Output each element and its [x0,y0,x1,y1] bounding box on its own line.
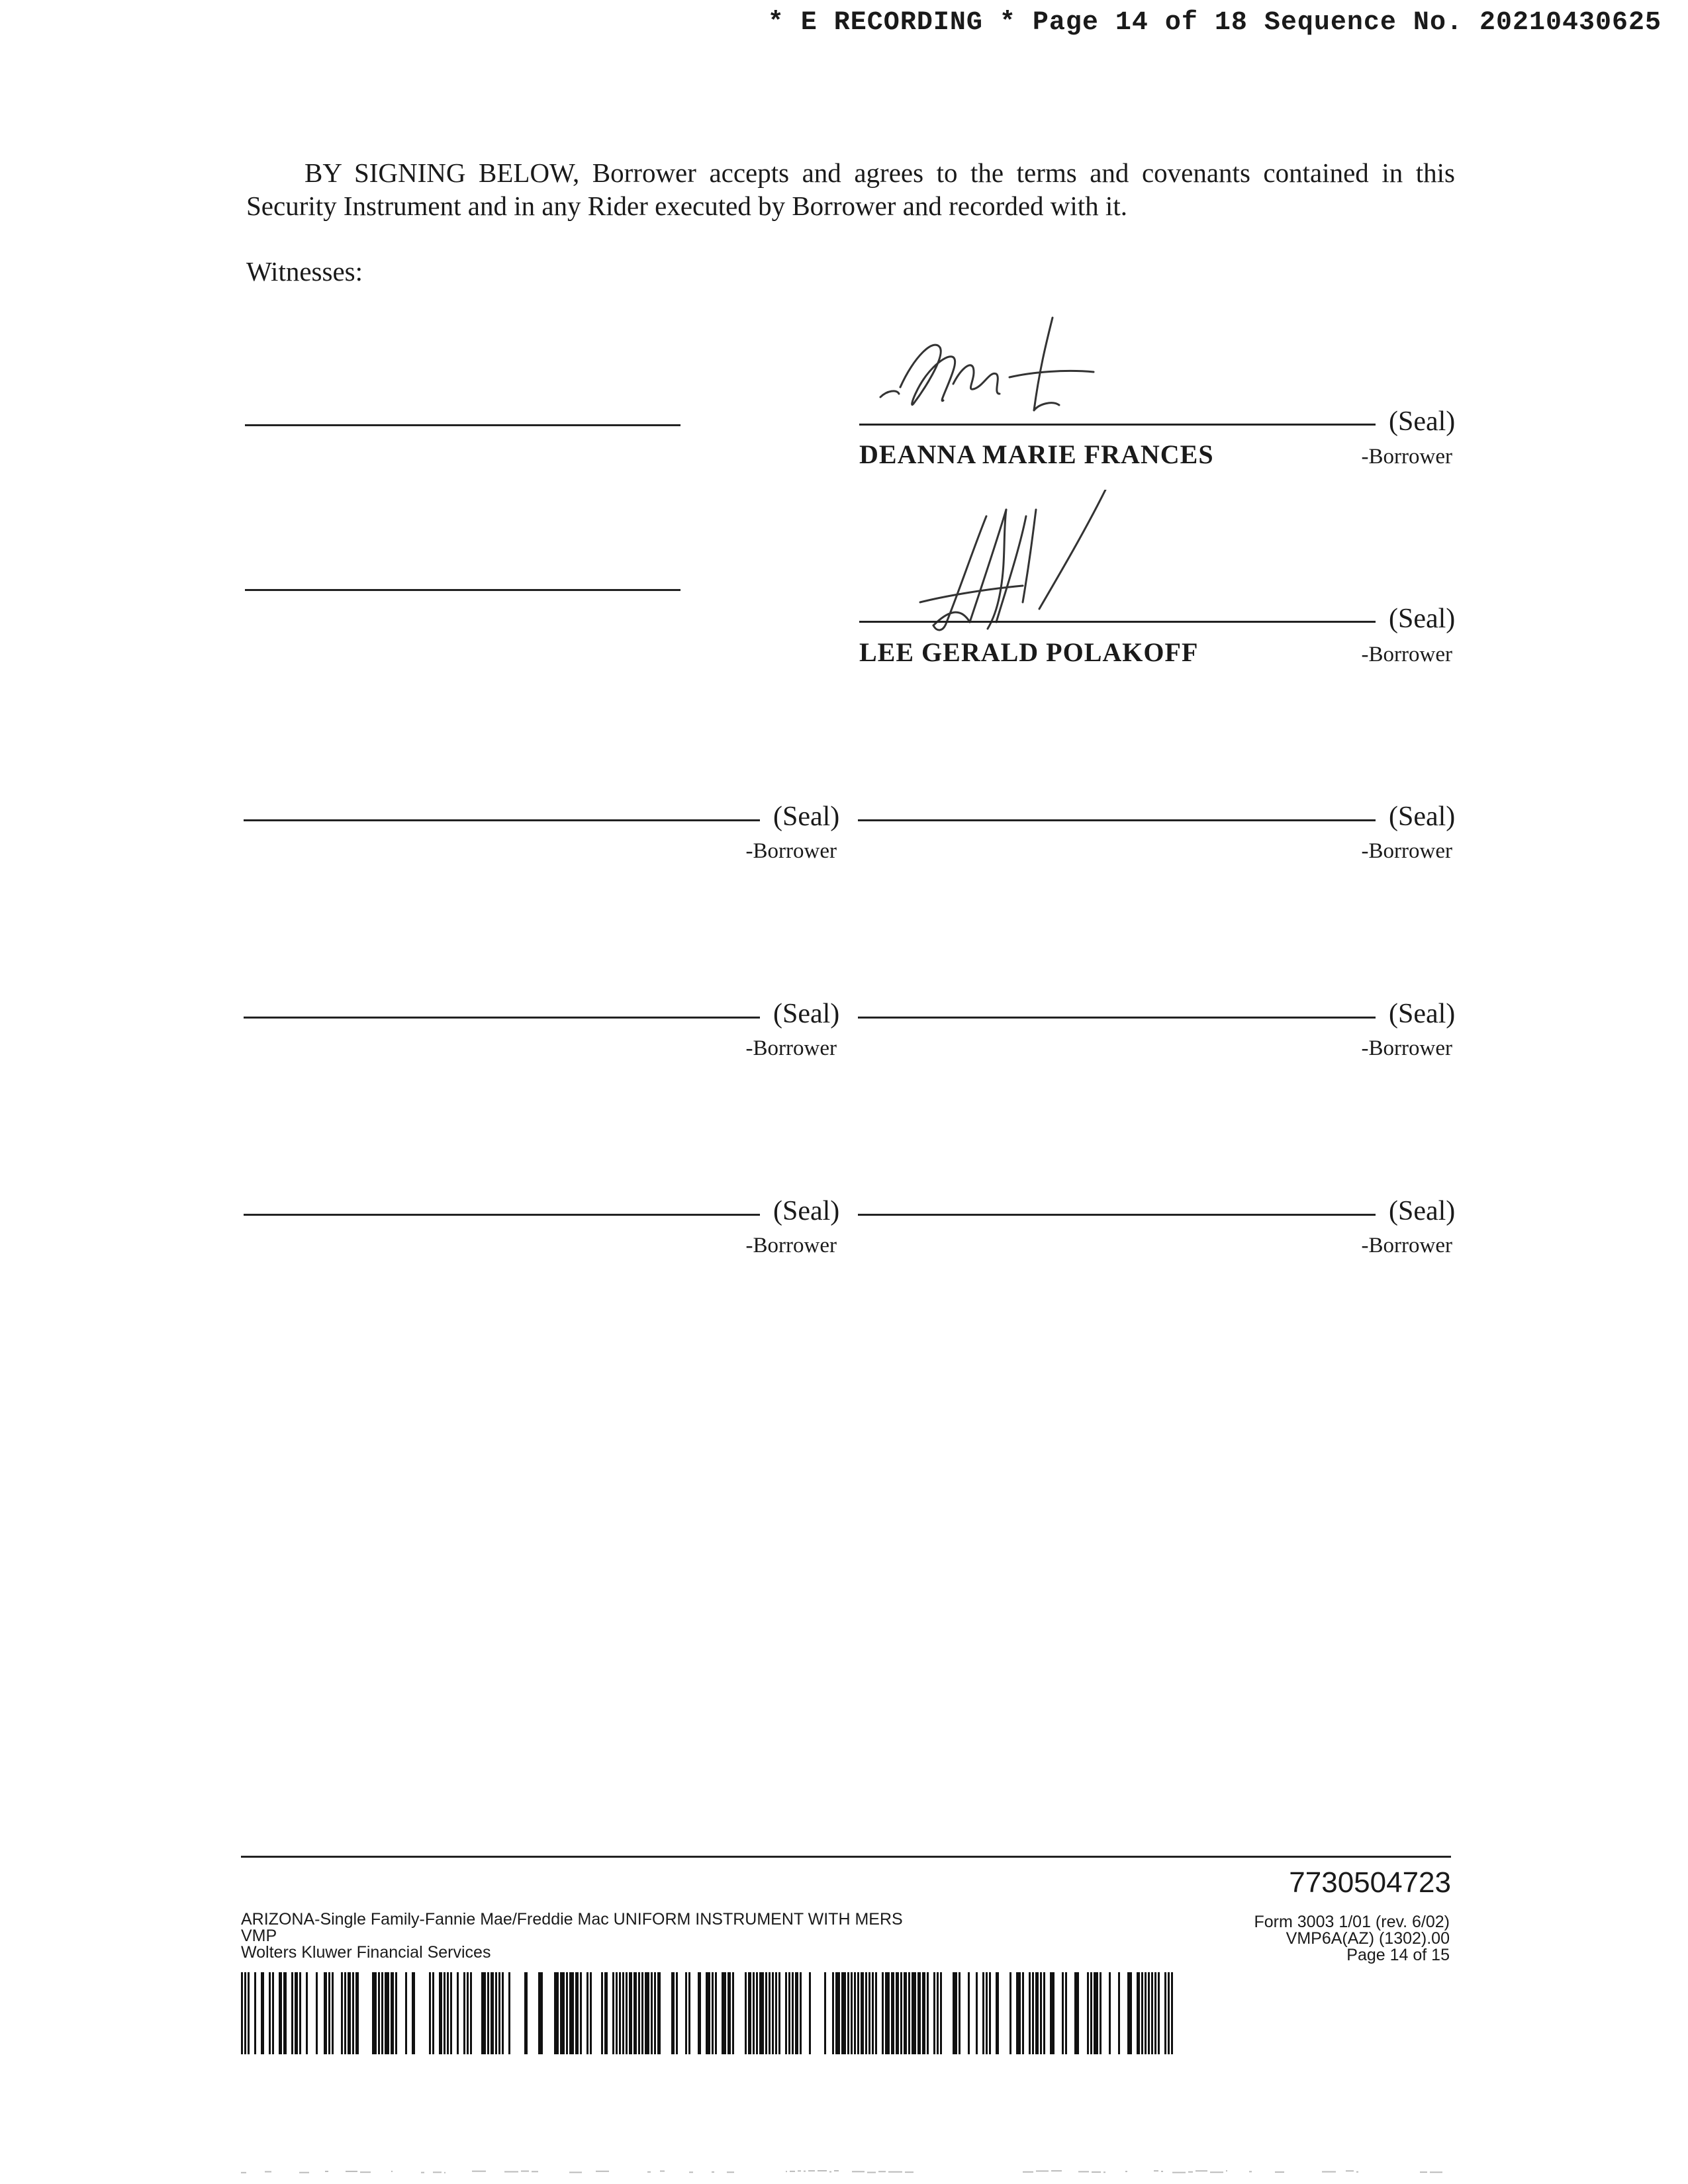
barcode-bar [937,1972,939,2054]
barcode-bar [1137,1972,1140,2054]
barcode-bar [940,1972,942,2054]
barcode-bar [1074,1972,1079,2054]
barcode-bar [917,1972,921,2054]
scan-speck [1346,2170,1354,2171]
barcode-bar [908,1972,910,2054]
borrower-signature-line-2 [859,621,1376,623]
scan-speck [1188,2171,1193,2173]
barcode-bar [788,1972,790,2054]
barcode-bar [381,1972,383,2054]
signer-name-1: DEANNA MARIE FRANCES [859,439,1214,469]
barcode-bar [1094,1972,1098,2054]
barcode-bar [306,1972,308,2054]
barcode-bar [491,1972,494,2054]
form-publisher: Wolters Kluwer Financial Services [241,1943,491,1962]
barcode-bar [261,1972,264,2054]
barcode-bar [1171,1972,1173,2054]
barcode-bar [835,1972,840,2054]
barcode-bar [1029,1972,1031,2054]
scan-speck [852,2171,865,2172]
barcode-bar [626,1972,628,2054]
barcode-bar [671,1972,675,2054]
scan-speck [265,2171,271,2172]
scan-speck [1322,2171,1336,2173]
scan-speck [1161,2171,1163,2172]
barcode-bar [922,1972,925,2054]
scan-speck [712,2171,714,2173]
barcode-bar [706,1972,710,2054]
signer-name-2: LEE GERALD POLAKOFF [859,637,1199,667]
barcode-bar [772,1972,774,2054]
barcode-bar [953,1972,957,2054]
barcode-bar [927,1972,929,2054]
barcode-bar [378,1972,380,2054]
barcode-bar [299,1972,301,2054]
barcode-bar [904,1972,907,2054]
form-identifiers [1125,1914,1450,1964]
barcode-bar [538,1972,543,2054]
barcode-bar [698,1972,701,2054]
scan-speck [391,2171,393,2172]
scan-speck [786,2171,787,2172]
barcode-bar [487,1972,489,2054]
barcode-bar [348,1972,351,2054]
barcode-bar [775,1972,777,2054]
barcode-bar [651,1972,653,2054]
barcode-bar [254,1972,256,2054]
borrower-role-4: -Borrower [1361,839,1452,863]
barcode-bar [785,1972,787,2054]
barcode-bar [809,1972,811,2054]
witnesses-label: Witnesses: [246,256,363,287]
intro-text: BY SIGNING BELOW, Borrower accepts and agrees to the terms and covenants contained in this Security Instrument and in any Rider executed by Borrower and recorded with it. [246,158,1455,221]
signature-intro-paragraph [246,156,1455,222]
barcode-bar [753,1972,755,2054]
barcode-bar [450,1972,452,2054]
barcode-bar [612,1972,614,2054]
barcode-bar [248,1972,250,2054]
scan-speck [360,2171,371,2173]
barcode-bar [989,1972,991,2054]
seal-label-2: (Seal) [1389,604,1456,634]
scan-speck [1356,2171,1358,2173]
barcode-bar [586,1972,588,2054]
barcode-bar [341,1972,343,2054]
form-description [241,1911,903,1961]
barcode-bar [759,1972,764,2054]
barcode-bar [1065,1972,1067,2054]
barcode-bar [1022,1972,1024,2054]
barcode-bar [976,1972,978,2054]
barcode-bar [986,1972,988,2054]
barcode-bar [900,1972,902,2054]
barcode-bar [996,1972,999,2054]
barcode-bar [279,1972,282,2054]
barcode-bar [857,1972,859,2054]
scan-speck [299,2172,309,2173]
barcode-bar [444,1972,445,2054]
barcode-bar [715,1972,717,2054]
borrower-signature-line-6 [858,1017,1376,1019]
borrower-role-7: -Borrower [745,1234,837,1257]
scan-speck [867,2172,876,2173]
barcode-bar [968,1972,970,2054]
borrower-role-2: -Borrower [1361,643,1452,666]
seal-label-1: (Seal) [1389,406,1456,437]
form-code: VMP6A(AZ) (1302).00 [1286,1929,1450,1948]
barcode-bar [795,1972,798,2054]
barcode-bar [872,1972,874,2054]
barcode-bar [645,1972,649,2054]
barcode-bar [982,1972,984,2054]
borrower-signature-line-5 [244,1017,760,1019]
scan-speck [444,2172,445,2173]
barcode-bar [1062,1972,1064,2054]
barcode-bar [604,1972,608,2054]
scan-speck [1226,2170,1227,2171]
barcode-bar [727,1972,731,2054]
scan-speck [1103,2171,1105,2173]
scan-speck [241,2172,246,2173]
barcode-bar [328,1972,330,2054]
barcode-bar [272,1972,274,2054]
scan-speck [1430,2171,1442,2173]
barcode-bar [447,1972,449,2054]
scan-speck [905,2171,914,2173]
barcode-bar [861,1972,864,2054]
seal-label-3: (Seal) [773,801,840,832]
scan-speck [1249,2171,1252,2172]
barcode-bar [865,1972,867,2054]
barcode-bar [269,1972,271,2054]
barcode-bar [1090,1972,1092,2054]
barcode-bar [495,1972,497,2054]
scan-speck [818,2170,827,2171]
barcode-bar [629,1972,632,2054]
barcode-bar [502,1972,504,2054]
barcode-bar [372,1972,377,2054]
barcode-bar [1032,1972,1034,2054]
seal-label-6: (Seal) [1389,999,1456,1029]
scan-speck [1275,2171,1284,2173]
barcode-bar [832,1972,834,2054]
barcode-bar [385,1972,389,2054]
barcode-bar [352,1972,354,2054]
barcode-bar [1145,1972,1147,2054]
barcode-bar [467,1972,469,2054]
scan-speck [596,2171,609,2172]
seal-label-4: (Seal) [1389,801,1456,832]
scan-speck [727,2171,734,2173]
barcode-bar [1158,1972,1160,2054]
barcode-bar [1009,1972,1011,2054]
scan-speck [790,2171,795,2172]
barcode-bar [959,1972,961,2054]
barcode-bar [778,1972,780,2054]
barcode-bar [283,1972,287,2054]
scan-speck [1125,2171,1127,2172]
scan-speck [1420,2171,1427,2173]
borrower-signature-line-7 [244,1214,760,1216]
barcode-bar [395,1972,397,2054]
barcode-bar [868,1972,870,2054]
barcode-bar [748,1972,751,2054]
barcode-bar [1164,1972,1166,2054]
scan-speck [660,2171,665,2172]
barcode-bar [633,1972,637,2054]
barcode-bar [332,1972,334,2054]
barcode-bar [769,1972,771,2054]
borrower-signature-line-8 [858,1214,1376,1216]
witness-signature-line-1 [245,424,680,426]
scan-speck [1036,2170,1049,2171]
barcode-bar [1100,1972,1102,2054]
barcode-bar [324,1972,327,2054]
borrower-signature-line-3 [244,819,760,821]
barcode-bar [732,1972,734,2054]
barcode-bar [875,1972,877,2054]
barcode-bar [745,1972,747,2054]
scan-speck [829,2171,831,2173]
seal-label-7: (Seal) [773,1196,840,1226]
seal-label-8: (Seal) [1389,1196,1456,1226]
barcode-bar [316,1972,318,2054]
barcode-bar [244,1972,246,2054]
barcode-bar [765,1972,767,2054]
seal-label-5: (Seal) [773,999,840,1029]
barcode-bar [569,1972,574,2054]
barcode-bar [622,1972,624,2054]
barcode-bar [1118,1972,1120,2054]
barcode-bar [470,1972,472,2054]
barcode-bar [688,1972,690,2054]
barcode-bar [654,1972,656,2054]
signature-1-handwriting [861,311,1112,424]
scan-speck [569,2171,582,2173]
barcode-bar [524,1972,528,2054]
barcode-bar [439,1972,442,2054]
scan-speck [346,2171,357,2172]
barcode-bar [405,1972,407,2054]
scan-edge-noise [241,2168,1452,2175]
witness-signature-line-2 [245,589,680,591]
barcode-bar [457,1972,459,2054]
barcode-bar [676,1972,678,2054]
scan-speck [798,2170,801,2171]
scan-speck [1092,2171,1101,2173]
barcode-bar [344,1972,346,2054]
barcode-bar [355,1972,359,2054]
barcode-bar [722,1972,726,2054]
barcode-bar [566,1972,568,2054]
scan-speck [1172,2172,1186,2173]
barcode-bar [429,1972,431,2054]
barcode-bar [508,1972,510,2054]
barcode-bar [590,1972,592,2054]
scan-speck [1210,2171,1223,2173]
footer-rule [241,1856,1451,1858]
barcode-bar [498,1972,500,2054]
barcode-bar [1109,1972,1111,2054]
barcode-bar [1040,1972,1042,2054]
barcode-bar [854,1972,856,2054]
borrower-signature-line-1 [859,424,1376,426]
form-number: Form 3003 1/01 (rev. 6/02) [1254,1913,1450,1931]
barcode-bar [882,1972,884,2054]
barcode-bar [575,1972,579,2054]
barcode-bar [657,1972,661,2054]
barcode-bar [885,1972,890,2054]
barcode-bar [1148,1972,1150,2054]
barcode-bar [560,1972,565,2054]
barcode-bar [756,1972,758,2054]
barcode-bar [800,1972,802,2054]
scan-speck [1196,2170,1207,2171]
barcode-bar [641,1972,643,2054]
barcode-bar [241,1972,243,2054]
barcode-bar [619,1972,621,2054]
borrower-signature-line-4 [858,819,1376,821]
barcode-bar [1127,1972,1132,2054]
barcode-bar [295,1972,298,2054]
barcode-bar [463,1972,465,2054]
barcode-bar [291,1972,293,2054]
scan-speck [888,2171,902,2173]
borrower-role-8: -Borrower [1361,1234,1452,1257]
barcode-bar [1050,1972,1055,2054]
barcode-bar [1087,1972,1089,2054]
barcode-bar [912,1972,916,2054]
scan-speck [421,2172,424,2173]
scan-speck [521,2171,529,2172]
scan-speck [1023,2171,1033,2173]
barcode-bar [1016,1972,1021,2054]
form-title: ARIZONA-Single Family-Fannie Mae/Freddie Mac UNIFORM INSTRUMENT WITH MERS [241,1910,903,1929]
scan-speck [532,2171,538,2172]
barcode-bar [412,1972,415,2054]
barcode-bar [616,1972,618,2054]
barcode-bar [432,1972,434,2054]
form-vendor: VMP [241,1927,277,1945]
barcode-bar [1168,1972,1170,2054]
scan-speck [647,2171,651,2173]
scan-speck [1154,2170,1158,2171]
barcode-bar [554,1972,559,2054]
barcode-bar [1043,1972,1045,2054]
barcode-bar [891,1972,894,2054]
barcode-bar [391,1972,394,2054]
borrower-role-3: -Borrower [745,839,837,863]
barcode-bar [1141,1972,1143,2054]
barcode-bar [933,1972,935,2054]
scan-speck [808,2170,815,2171]
barcode-bar [841,1972,846,2054]
barcode [241,1972,1174,2054]
barcode-bar [685,1972,687,2054]
barcode-bar [481,1972,486,2054]
barcode-bar [1151,1972,1153,2054]
loan-number: 7730504723 [1289,1866,1451,1899]
scan-speck [804,2171,806,2172]
scan-speck [878,2171,886,2172]
borrower-role-1: -Borrower [1361,445,1452,469]
barcode-bar [638,1972,640,2054]
scan-speck [504,2171,518,2172]
recording-stamp: * E RECORDING * Page 14 of 18 Sequence No. 20210430625 [767,8,1662,38]
barcode-bar [1154,1972,1156,2054]
barcode-bar [580,1972,582,2054]
barcode-bar [851,1972,853,2054]
borrower-role-6: -Borrower [1361,1036,1452,1060]
barcode-bar [712,1972,714,2054]
signature-2-handwriting [907,490,1125,642]
barcode-bar [847,1972,849,2054]
scan-speck [472,2171,486,2172]
form-page-number: Page 14 of 15 [1346,1946,1450,1964]
scan-speck [1078,2171,1089,2172]
barcode-bar [792,1972,794,2054]
barcode-bar [824,1972,826,2054]
scan-speck [834,2170,839,2171]
scan-speck [1051,2170,1062,2171]
barcode-bar [601,1972,603,2054]
barcode-bar [1035,1972,1039,2054]
borrower-role-5: -Borrower [745,1036,837,1060]
barcode-bar [896,1972,899,2054]
scan-speck [689,2171,693,2173]
scan-speck [325,2171,328,2172]
scan-speck [433,2171,442,2173]
